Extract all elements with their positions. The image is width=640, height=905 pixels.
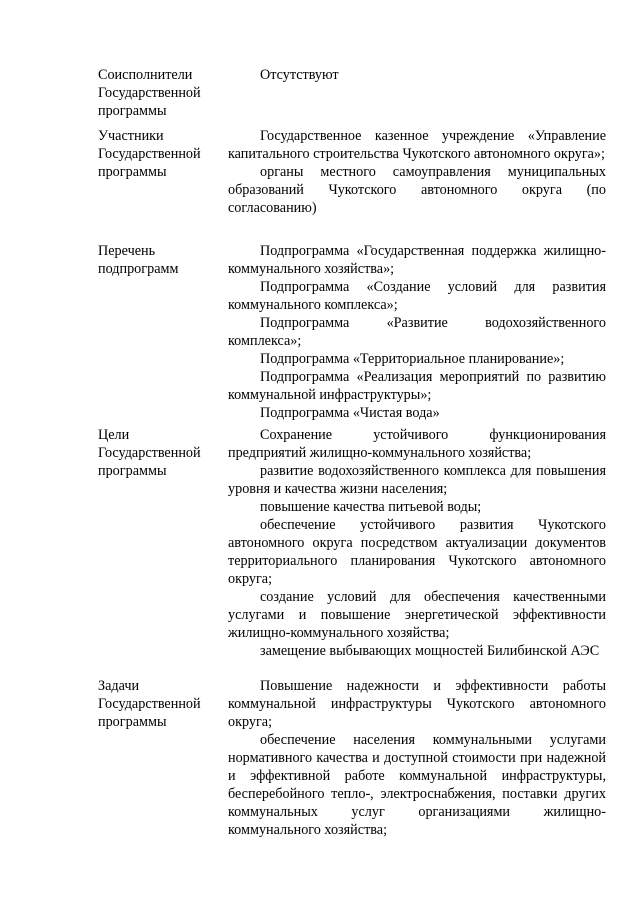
row-content [228,677,606,839]
row-paragraph: Отсутствуют [260,67,339,83]
row-label: Цели Государственной программы [98,427,201,479]
row-paragraph: повышение качества питьевой воды; [260,499,482,515]
row-paragraph: создание условий для обеспечения качественными услугами и повышение энергетической эффективности жилищно-коммунального хозяйства; [228,589,606,641]
row-content [228,127,606,217]
row-paragraph: Подпрограмма «Чистая вода» [260,405,440,421]
row-label: Соисполнители Государственной программы [98,67,201,119]
row-paragraph: Подпрограмма «Создание условий для развития коммунального комплекса»; [228,279,606,313]
row-paragraph: Сохранение устойчивого функционирования предприятий жилищно-коммунального хозяйства; [228,427,606,461]
row-paragraph: замещение выбывающих мощностей Билибинской АЭС [260,643,600,659]
row-content [228,426,606,660]
row-label: Перечень подпрограмм [98,243,179,277]
row-paragraph: Подпрограмма «Территориальное планирование»; [260,351,565,367]
row-paragraph: Государственное казенное учреждение «Управление капитального строительства Чукотского автономного округа»; [228,128,606,162]
row-paragraph: обеспечение устойчивого развития Чукотского автономного округа посредством актуализации документов территориального планирования Чукотского автономного округа; [228,517,606,587]
row-paragraph: Подпрограмма «Реализация мероприятий по развитию коммунальной инфраструктуры»; [228,369,606,403]
row-paragraph: Подпрограмма «Государственная поддержка жилищно-коммунального хозяйства»; [228,243,606,277]
row-label: Участники Государственной программы [98,128,201,180]
row-content [228,66,606,84]
row-content [228,242,606,422]
row-paragraph: органы местного самоуправления муниципальных образований Чукотского автономного округа (по согласованию) [228,164,606,216]
row-label: Задачи Государственной программы [98,678,201,730]
row-paragraph: развитие водохозяйственного комплекса для повышения уровня и качества жизни населения; [228,463,606,497]
row-paragraph: Повышение надежности и эффективности работы коммунальной инфраструктуры Чукотского автономного округа; [228,678,606,730]
row-paragraph: Подпрограмма «Развитие водохозяйственного комплекса»; [228,315,606,349]
row-paragraph: обеспечение населения коммунальными услугами нормативного качества и доступной стоимости при надежной и эффективной работе коммунальной инфраструктуры, бесперебойного тепло-, электроснабжения, поставки других коммунальных услуг организациями жилищно-коммунального хозяйства; [228,732,606,838]
